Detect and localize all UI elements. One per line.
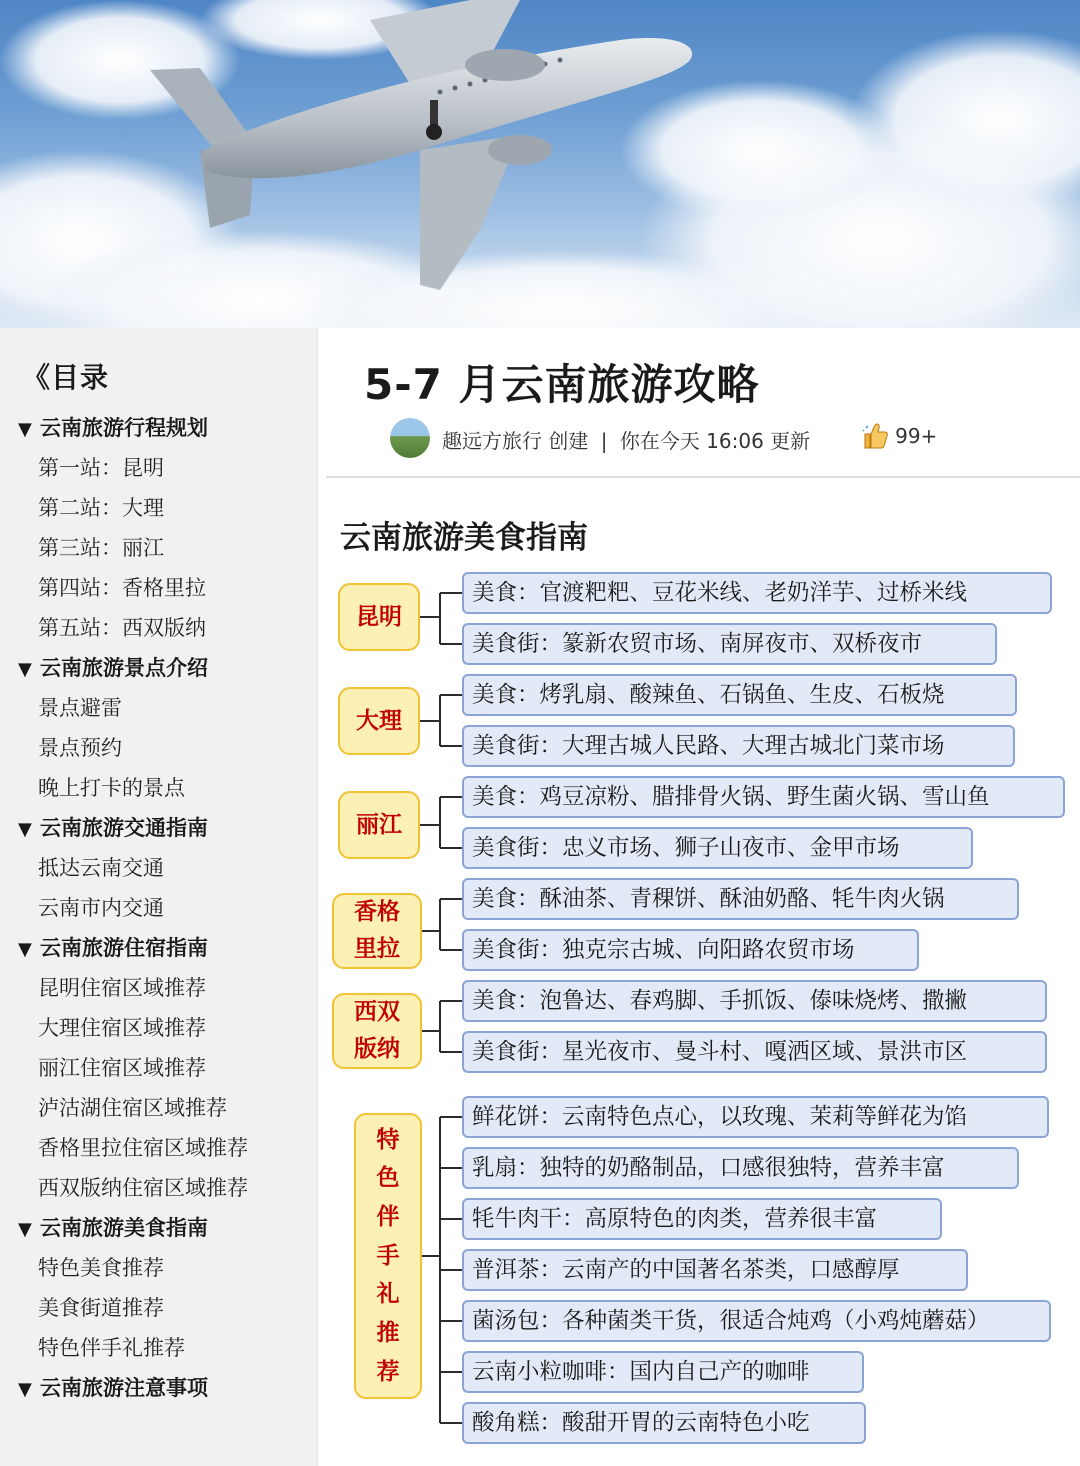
mindmap-leaf[interactable]: 美食：泡鲁达、春鸡脚、手抓饭、傣味烧烤、撒撇 [462,980,1047,1022]
toc-item[interactable]: 景点避雷 [38,696,122,720]
toc-item[interactable]: 美食街道推荐 [38,1296,164,1320]
toc-item[interactable]: 香格里拉住宿区域推荐 [38,1136,248,1160]
hero-airplane-image [0,0,1080,328]
mindmap-leaf[interactable]: 美食街：忠义市场、狮子山夜市、金甲市场 [462,827,973,869]
connector-line [440,643,462,645]
like-button[interactable] [862,422,937,452]
collapse-triangle-icon[interactable]: ▼ [18,1219,32,1240]
mindmap-leaf[interactable]: 美食：酥油茶、青稞饼、酥油奶酪、牦牛肉火锅 [462,878,1019,920]
mindmap-leaf[interactable]: 美食：烤乳扇、酸辣鱼、石锅鱼、生皮、石板烧 [462,674,1017,716]
connector-line [440,1167,462,1169]
like-count: 99+ [895,424,938,448]
mindmap-node-char: 伴 [376,1204,400,1231]
toc-item[interactable]: 晚上打卡的景点 [38,776,185,800]
toc-item[interactable]: 抵达云南交通 [38,856,164,880]
collapse-triangle-icon[interactable]: ▼ [18,939,32,960]
toc-item[interactable]: 第一站：昆明 [38,456,164,480]
mindmap-node-char: 手 [376,1242,400,1269]
connector-line [422,930,440,932]
connector-line [440,1371,462,1373]
toc-item[interactable]: 特色美食推荐 [38,1256,164,1280]
meta-separator: | [600,429,608,453]
created-label: 创建 [548,429,589,453]
meta-text [442,425,810,454]
connector-line [439,1001,441,1052]
mindmap-leaf[interactable]: 菌汤包：各种菌类干货，很适合炖鸡（小鸡炖蘑菇） [462,1300,1051,1342]
toc-item[interactable]: 景点预约 [38,736,122,760]
connector-line [440,1422,462,1424]
connector-line [422,1255,440,1257]
toc-item[interactable]: 特色伴手礼推荐 [38,1336,185,1360]
connector-line [440,1269,462,1271]
toc-section-label: 云南旅游注意事项 [40,1376,208,1400]
mindmap-node-char: 色 [376,1165,400,1192]
mindmap-leaf[interactable]: 牦牛肉干：高原特色的肉类，营养很丰富 [462,1198,942,1240]
toc-item[interactable]: 第二站：大理 [38,496,164,520]
toc-section[interactable] [0,408,318,448]
connector-line [440,847,462,849]
mindmap-leaf[interactable]: 乳扇：独特的奶酪制品，口感很独特，营养丰富 [462,1147,1019,1189]
toc-section[interactable] [0,1368,318,1408]
toc-section[interactable] [0,648,318,688]
author-name[interactable]: 趣远方旅行 [442,429,542,453]
toc-section-label: 云南旅游美食指南 [40,1216,208,1240]
connector-line [440,1051,462,1053]
connector-line [439,1117,441,1423]
mindmap-leaf[interactable]: 美食：鸡豆凉粉、腊排骨火锅、野生菌火锅、雪山鱼 [462,776,1065,818]
toc-item[interactable]: 西双版纳住宿区域推荐 [38,1176,248,1200]
toc-section-label: 云南旅游景点介绍 [40,656,208,680]
toc-section[interactable] [0,1208,318,1248]
connector-line [440,898,462,900]
toc-section-label: 云南旅游行程规划 [40,416,208,440]
mindmap-leaf[interactable]: 鲜花饼：云南特色点心，以玫瑰、茉莉等鲜花为馅 [462,1096,1049,1138]
toc-item[interactable]: 云南市内交通 [38,896,164,920]
mindmap-node-line: 里拉 [354,936,400,962]
toc-item[interactable]: 昆明住宿区域推荐 [38,976,206,1000]
mindmap-leaf[interactable]: 酸角糕：酸甜开胃的云南特色小吃 [462,1402,866,1444]
mindmap-leaf[interactable]: 美食街：大理古城人民路、大理古城北门菜市场 [462,725,1015,767]
mindmap-node[interactable] [332,893,422,969]
connector-line [439,593,441,644]
collapse-triangle-icon[interactable]: ▼ [18,659,32,680]
toc-section[interactable] [0,928,318,968]
airplane-sky-illustration [0,0,1080,328]
mindmap-node-line: 香格 [354,899,400,926]
avatar[interactable] [390,418,430,458]
connector-line [422,1030,440,1032]
toc-item[interactable]: 第五站：西双版纳 [38,616,206,640]
connector-line [439,695,441,746]
connector-line [439,797,441,848]
mindmap-node-char: 礼 [376,1281,400,1308]
toc-item[interactable]: 丽江住宿区域推荐 [38,1056,206,1080]
toc-item[interactable]: 第三站：丽江 [38,536,164,560]
mindmap-node-label: 丽江 [356,811,402,838]
mindmap-node[interactable] [332,993,422,1069]
page-title: 5-7 月云南旅游攻略 [364,360,760,409]
mindmap-leaf[interactable]: 美食：官渡粑粑、豆花米线、老奶洋芋、过桥米线 [462,572,1052,614]
connector-line [440,694,462,696]
connector-line [420,824,440,826]
toc-sidebar [0,328,318,1466]
toc-item[interactable]: 第四站：香格里拉 [38,576,206,600]
mindmap-node[interactable] [338,583,420,651]
collapse-triangle-icon[interactable]: ▼ [18,419,32,440]
toc-section[interactable] [0,808,318,848]
mindmap-node-label: 大理 [356,707,402,734]
toc-item[interactable]: 泸沽湖住宿区域推荐 [38,1096,227,1120]
section-heading: 云南旅游美食指南 [340,520,588,556]
header-divider [326,476,1080,478]
connector-line [420,616,440,618]
connector-line [440,796,462,798]
collapse-triangle-icon[interactable]: ▼ [18,1379,32,1400]
doc-meta [390,418,990,458]
mindmap-node-char: 荐 [376,1358,400,1385]
thumbs-up-icon [862,422,888,450]
collapse-triangle-icon[interactable]: ▼ [18,819,32,840]
mindmap-node-char: 特 [376,1126,400,1153]
toc-item[interactable]: 大理住宿区域推荐 [38,1016,206,1040]
toc-section-label: 云南旅游交通指南 [40,816,208,840]
updated-text: 你在今天 16:06 更新 [619,429,811,453]
connector-line [440,1116,462,1118]
mindmap-leaf[interactable]: 普洱茶：云南产的中国著名茶类，口感醇厚 [462,1249,968,1291]
mindmap-node-label: 昆明 [356,603,402,630]
mindmap-node[interactable] [338,687,420,755]
connector-line [440,1218,462,1220]
mindmap-node[interactable] [354,1113,422,1399]
connector-line [440,949,462,951]
mindmap-node-char: 推 [376,1319,400,1346]
connector-line [440,1320,462,1322]
mindmap-node-line: 西双 [354,999,400,1026]
connector-line [439,899,441,950]
mindmap-leaf[interactable]: 美食街：星光夜市、曼斗村、嘎洒区域、景洪市区 [462,1031,1047,1073]
mindmap-node[interactable] [338,791,420,859]
connector-line [440,745,462,747]
mindmap-node-line: 版纳 [354,1036,400,1062]
mindmap-leaf[interactable]: 云南小粒咖啡：国内自己产的咖啡 [462,1351,864,1393]
mindmap-leaf[interactable]: 美食街：篆新农贸市场、南屏夜市、双桥夜市 [462,623,997,665]
toc-list [0,408,318,1408]
toc-section-label: 云南旅游住宿指南 [40,936,208,960]
connector-line [420,720,440,722]
mindmap-leaf[interactable]: 美食街：独克宗古城、向阳路农贸市场 [462,929,919,971]
toc-title[interactable]: 《目录 [22,361,110,394]
connector-line [440,592,462,594]
connector-line [440,1000,462,1002]
